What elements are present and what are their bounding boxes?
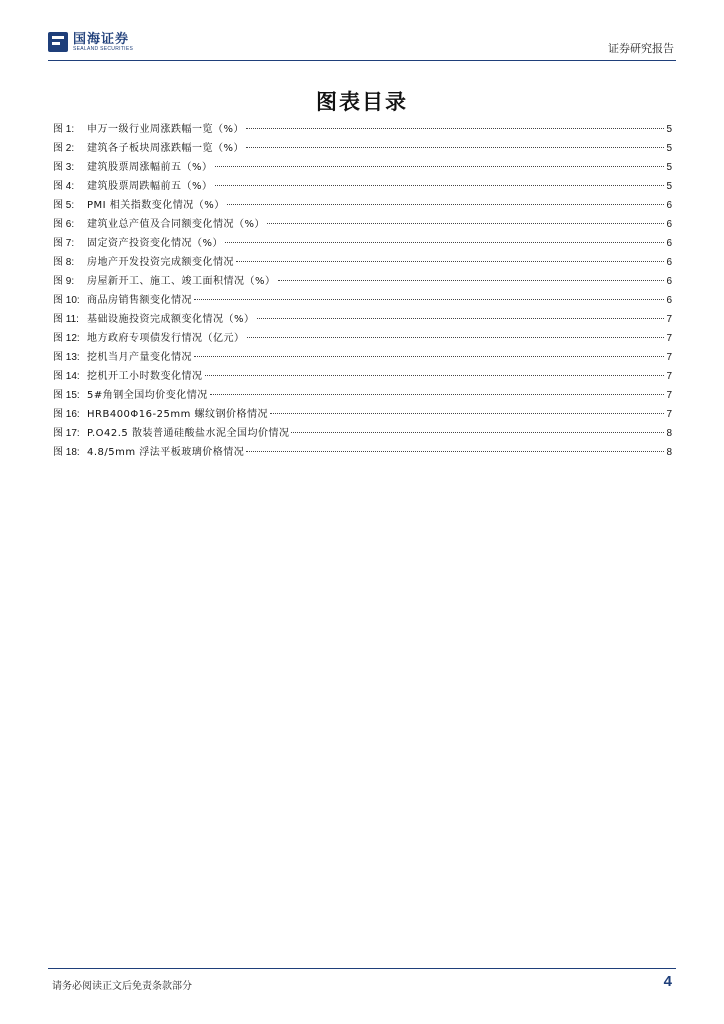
logo-icon	[48, 32, 68, 52]
toc-entry[interactable]	[53, 177, 672, 196]
toc-dot-leader	[278, 280, 665, 281]
logo-name-en: SEALAND SECURITIES	[73, 45, 134, 52]
toc-page-number: 6	[666, 200, 672, 211]
toc-dot-leader	[210, 394, 665, 395]
toc-dot-leader	[267, 223, 664, 224]
toc-figure-number: 图 14:	[53, 371, 80, 382]
toc-dot-leader	[270, 413, 664, 414]
toc-page-number: 5	[666, 162, 672, 173]
toc-dot-leader	[236, 261, 664, 262]
toc-figure-number: 图 7:	[53, 238, 75, 249]
toc-entry-label	[53, 196, 225, 215]
toc-dot-leader	[194, 299, 664, 300]
toc-entry-label	[53, 120, 244, 139]
toc-entry[interactable]	[53, 348, 672, 367]
toc-figure-title: 地方政府专项债发行情况（亿元）	[87, 333, 245, 344]
page-number: 4	[663, 973, 672, 990]
toc-entry-label	[53, 443, 244, 462]
toc-page-number: 7	[666, 371, 672, 382]
toc-dot-leader	[205, 375, 665, 376]
toc-entry-label	[53, 424, 289, 443]
toc-entry[interactable]	[53, 443, 672, 462]
toc-page-number: 6	[666, 219, 672, 230]
toc-figure-title: 基础设施投资完成额变化情况（%）	[87, 314, 255, 325]
toc-page-number: 7	[666, 333, 672, 344]
figure-toc-list	[53, 120, 672, 462]
page-footer	[48, 968, 676, 992]
toc-entry[interactable]	[53, 291, 672, 310]
logo-name-cn: 国海证券	[73, 31, 130, 47]
toc-entry[interactable]	[53, 253, 672, 272]
toc-dot-leader	[194, 356, 664, 357]
toc-page-number: 5	[666, 181, 672, 192]
toc-entry[interactable]	[53, 386, 672, 405]
toc-figure-number: 图 1:	[53, 124, 75, 135]
toc-figure-number: 图 18:	[53, 447, 80, 458]
toc-figure-title: 房地产开发投资完成额变化情况	[87, 257, 234, 268]
toc-dot-leader	[247, 337, 665, 338]
toc-page-number: 7	[666, 390, 672, 401]
company-logo	[48, 32, 133, 52]
toc-entry[interactable]	[53, 196, 672, 215]
toc-dot-leader	[215, 166, 665, 167]
toc-entry-label	[53, 215, 265, 234]
toc-entry[interactable]	[53, 215, 672, 234]
toc-dot-leader	[291, 432, 664, 433]
toc-entry-label	[53, 139, 244, 158]
toc-entry-label	[53, 329, 245, 348]
toc-figure-title: 申万一级行业周涨跌幅一览（%）	[87, 124, 245, 135]
toc-figure-title: P.O42.5 散装普通硅酸盐水泥全国均价情况	[87, 428, 290, 439]
toc-entry-label	[53, 367, 203, 386]
toc-figure-number: 图 15:	[53, 390, 80, 401]
toc-entry[interactable]	[53, 139, 672, 158]
toc-page-number: 6	[666, 276, 672, 287]
toc-figure-number: 图 9:	[53, 276, 75, 287]
toc-figure-number: 图 12:	[53, 333, 80, 344]
toc-entry-label	[53, 234, 223, 253]
toc-figure-number: 图 2:	[53, 143, 75, 154]
toc-dot-leader	[215, 185, 665, 186]
toc-figure-title: 建筑股票周涨幅前五（%）	[87, 162, 213, 173]
toc-dot-leader	[227, 204, 665, 205]
toc-page-number: 7	[666, 314, 672, 325]
toc-figure-title: 房屋新开工、施工、竣工面积情况（%）	[87, 276, 276, 287]
toc-page-number: 6	[666, 238, 672, 249]
toc-entry-label	[53, 310, 255, 329]
toc-entry[interactable]	[53, 158, 672, 177]
toc-entry[interactable]	[53, 367, 672, 386]
toc-title: 图表目录	[316, 90, 408, 114]
toc-figure-title: HRB400Φ16-25mm 螺纹钢价格情况	[87, 409, 269, 420]
toc-figure-title: 建筑业总产值及合同额变化情况（%）	[87, 219, 266, 230]
toc-entry[interactable]	[53, 424, 672, 443]
toc-figure-number: 图 8:	[53, 257, 75, 268]
toc-entry-label	[53, 177, 213, 196]
report-type-label: 证券研究报告	[608, 42, 674, 55]
toc-figure-title: 5#角钢全国均价变化情况	[87, 390, 208, 401]
toc-figure-number: 图 3:	[53, 162, 75, 173]
toc-entry[interactable]	[53, 310, 672, 329]
toc-page-number: 5	[666, 124, 672, 135]
toc-entry-label	[53, 291, 192, 310]
toc-figure-title: 挖机当月产量变化情况	[87, 352, 192, 363]
disclaimer-text: 请务必阅读正文后免责条款部分	[52, 981, 192, 992]
toc-figure-number: 图 10:	[53, 295, 80, 306]
toc-dot-leader	[225, 242, 664, 243]
toc-entry[interactable]	[53, 272, 672, 291]
toc-entry[interactable]	[53, 120, 672, 139]
toc-figure-number: 图 13:	[53, 352, 80, 363]
toc-dot-leader	[257, 318, 665, 319]
toc-entry-label	[53, 158, 213, 177]
toc-dot-leader	[246, 147, 664, 148]
toc-entry[interactable]	[53, 234, 672, 253]
toc-figure-title: 挖机开工小时数变化情况	[87, 371, 203, 382]
toc-dot-leader	[246, 128, 664, 129]
toc-figure-title: 商品房销售额变化情况	[87, 295, 192, 306]
toc-figure-number: 图 17:	[53, 428, 80, 439]
toc-entry-label	[53, 386, 208, 405]
toc-figure-number: 图 11:	[53, 314, 79, 325]
toc-figure-number: 图 16:	[53, 409, 80, 420]
toc-page-number: 5	[666, 143, 672, 154]
toc-page-number: 8	[666, 428, 672, 439]
toc-entry-label	[53, 272, 276, 291]
toc-figure-number: 图 6:	[53, 219, 75, 230]
toc-entry[interactable]	[53, 329, 672, 348]
toc-figure-number: 图 4:	[53, 181, 75, 192]
page-header	[48, 30, 676, 61]
toc-page-number: 7	[666, 409, 672, 420]
toc-page-number: 8	[666, 447, 672, 458]
toc-page-number: 7	[666, 352, 672, 363]
toc-figure-title: PMI 相关指数变化情况（%）	[87, 200, 225, 211]
toc-entry-label	[53, 405, 268, 424]
toc-entry[interactable]	[53, 405, 672, 424]
toc-figure-title: 4.8/5mm 浮法平板玻璃价格情况	[87, 447, 245, 458]
toc-entry-label	[53, 348, 192, 367]
toc-page-number: 6	[666, 257, 672, 268]
toc-dot-leader	[246, 451, 664, 452]
toc-figure-title: 建筑各子板块周涨跌幅一览（%）	[87, 143, 245, 154]
toc-figure-title: 固定资产投资变化情况（%）	[87, 238, 224, 249]
toc-figure-number: 图 5:	[53, 200, 75, 211]
toc-entry-label	[53, 253, 234, 272]
toc-page-number: 6	[666, 295, 672, 306]
toc-figure-title: 建筑股票周跌幅前五（%）	[87, 181, 213, 192]
